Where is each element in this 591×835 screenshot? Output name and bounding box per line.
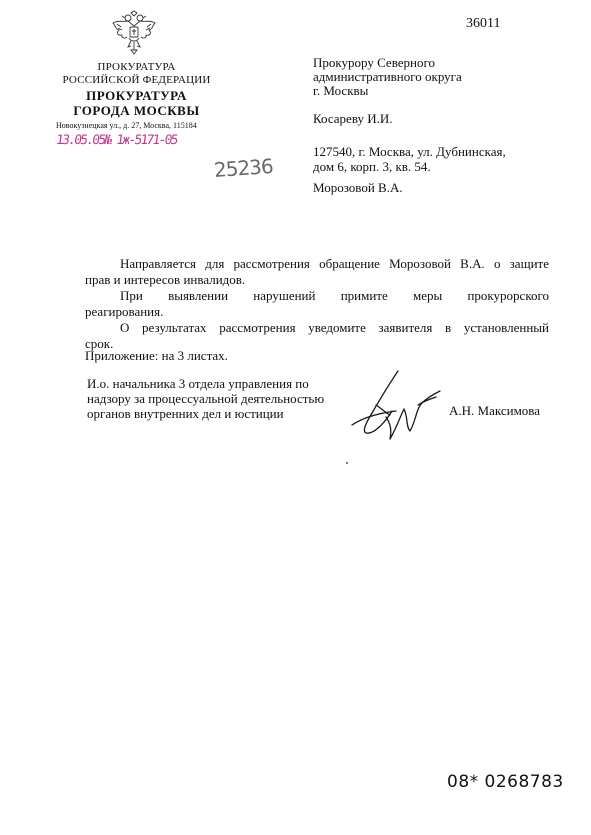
sender-org-line-2: РОССИЙСКОЙ ФЕДЕРАЦИИ	[62, 74, 211, 86]
body-p1-line-1: Направляется для рассмотрения обращение Морозовой В.А. о защите	[120, 256, 549, 271]
recipient-line-3: г. Москвы	[313, 83, 369, 98]
sender-org-line-1: ПРОКУРАТУРА	[97, 61, 176, 73]
attachment-note: Приложение: на 3 листах.	[85, 348, 228, 363]
recipient-name: Косареву И.И.	[313, 111, 393, 126]
body-p2-line-2: реагирования.	[85, 304, 164, 319]
ink-dot	[346, 462, 348, 464]
body-p2-line-1: При выявлении нарушений примите меры прокурорского	[120, 288, 549, 303]
serial-number: 08* 0268783	[447, 772, 564, 792]
signatory-position-line-1: И.о. начальника 3 отдела управления по	[87, 376, 309, 391]
handwritten-registration: 13.05.05№ 1ж-5171-05	[54, 133, 178, 148]
signatory-position	[87, 376, 324, 421]
recipient-line-2: административного округа	[313, 69, 462, 84]
document-number: 36011	[466, 16, 501, 31]
applicant-address-line-1: 127540, г. Москва, ул. Дубнинская,	[313, 144, 506, 159]
signatory-position-line-2: надзору за процессуальной деятельностью	[87, 391, 325, 406]
signatory-name: А.Н. Максимова	[449, 403, 541, 418]
sender-org-line-4: ГОРОДА МОСКВЫ	[73, 103, 200, 118]
applicant-name: Морозовой В.А.	[313, 180, 403, 195]
sender-address: Новокузнецкая ул., д. 27, Москва, 115184	[56, 121, 197, 130]
signature-image	[346, 365, 450, 443]
recipient-line-1: Прокурору Северного	[313, 55, 435, 70]
sender-org	[54, 61, 219, 87]
signatory-position-line-3: органов внутренних дел и юстиции	[87, 406, 284, 421]
handwritten-number: 25236	[213, 153, 274, 183]
body-p3-line-1: О результатах рассмотрения уведомите заявителя в установленный	[120, 320, 549, 335]
double-headed-eagle-emblem-icon	[111, 10, 157, 58]
sender-org-line-3: ПРОКУРАТУРА	[86, 88, 187, 103]
body-p3-line-2: срок.	[85, 336, 114, 351]
body-p1-line-2: прав и интересов инвалидов.	[85, 272, 246, 287]
sender-org-moscow	[54, 88, 219, 118]
applicant-address-line-2: дом 6, корп. 3, кв. 54.	[313, 159, 431, 174]
